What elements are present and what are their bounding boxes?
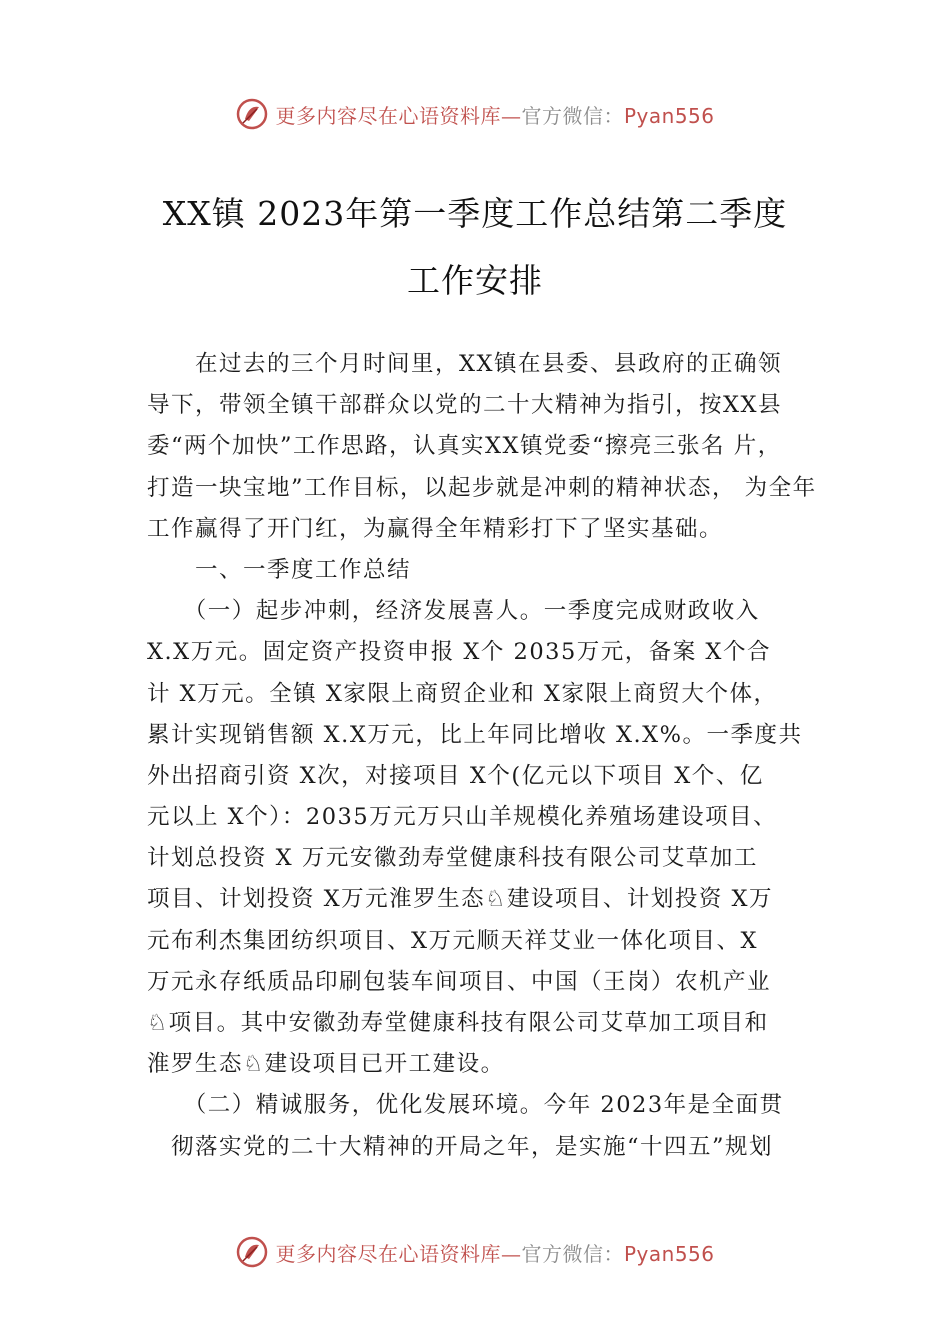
body-line: 工作赢得了开门红，为赢得全年精彩打下了坚实基础。 [147,515,724,542]
watermark-handle: Pyan556 [623,1241,715,1266]
document-title-line-1: XX镇 2023年第一季度工作总结第二季度 [162,194,788,233]
watermark-main: 更多内容尽在心语资料库 [275,1241,501,1266]
body-line: X.X万元。固定资产投资申报 X个 2035万元，备案 X个合 [147,639,771,666]
watermark-wechat: 官方微信： [521,103,624,128]
document-title-line-2: 工作安排 [407,261,543,300]
body-line: 淮罗生态♘建设项目已开工建设。 [147,1051,505,1078]
header-watermark [0,94,950,134]
body-line: （二）精诚服务，优化发展环境。今年 2023年是全面贯 [147,1092,784,1119]
watermark-handle: Pyan556 [623,103,715,128]
body-line: 万元永存纸质品印刷包装车间项目、中国（王岗）农机产业 [147,968,772,995]
body-line: 项目、计划投资 X万元淮罗生态♘建设项目、计划投资 X万 [147,886,774,913]
body-line: （一）起步冲刺，经济发展喜人。一季度完成财政收入 [147,598,760,625]
body-line: 在过去的三个月时间里，XX镇在县委、县政府的正确领 [147,351,783,377]
body-line: 委“两个加快”工作思路，认真实XX镇党委“擦亮三张名 片， [147,433,782,460]
watermark-text [275,100,714,129]
footer-watermark [0,1232,950,1272]
body-line: ♘项目。其中安徽劲寿堂健康科技有限公司艾草加工项目和 [147,1010,769,1036]
body-line: 打造一块宝地”工作目标，以起步就是冲刺的精神状态， 为全年 [147,474,817,501]
watermark-text [275,1238,714,1267]
logo-icon [235,97,269,131]
body-line: 元布利杰集团纺织项目、X万元顺天祥艾业一体化项目、X [147,927,759,954]
body-line: 计 X万元。全镇 X家限上商贸企业和 X家限上商贸大个体， [147,680,778,707]
body-line: 外出招商引资 X次，对接项目 X个(亿元以下项目 X个、亿 [147,762,764,789]
section-heading: 一、一季度工作总结 [147,556,412,583]
watermark-main: 更多内容尽在心语资料库 [275,103,501,128]
watermark-dash: — [500,1241,522,1266]
body-line: 计划总投资 X 万元安徽劲寿堂健康科技有限公司艾草加工 [147,845,758,872]
logo-icon [235,1235,269,1269]
body-line: 导下，带领全镇干部群众以党的二十大精神为指引，按XX县 [147,392,783,419]
body-line: 彻落实党的二十大精神的开局之年，是实施“十四五”规划 [147,1133,774,1160]
watermark-wechat: 官方微信： [521,1241,624,1266]
watermark-dash: — [500,103,522,128]
document-body [147,344,847,1168]
body-line: 元以上 X个）：2035万元万只山羊规模化养殖场建设项目、 [147,804,778,831]
body-line: 累计实现销售额 X.X万元，比上年同比增收 X.X%。一季度共 [147,721,803,748]
